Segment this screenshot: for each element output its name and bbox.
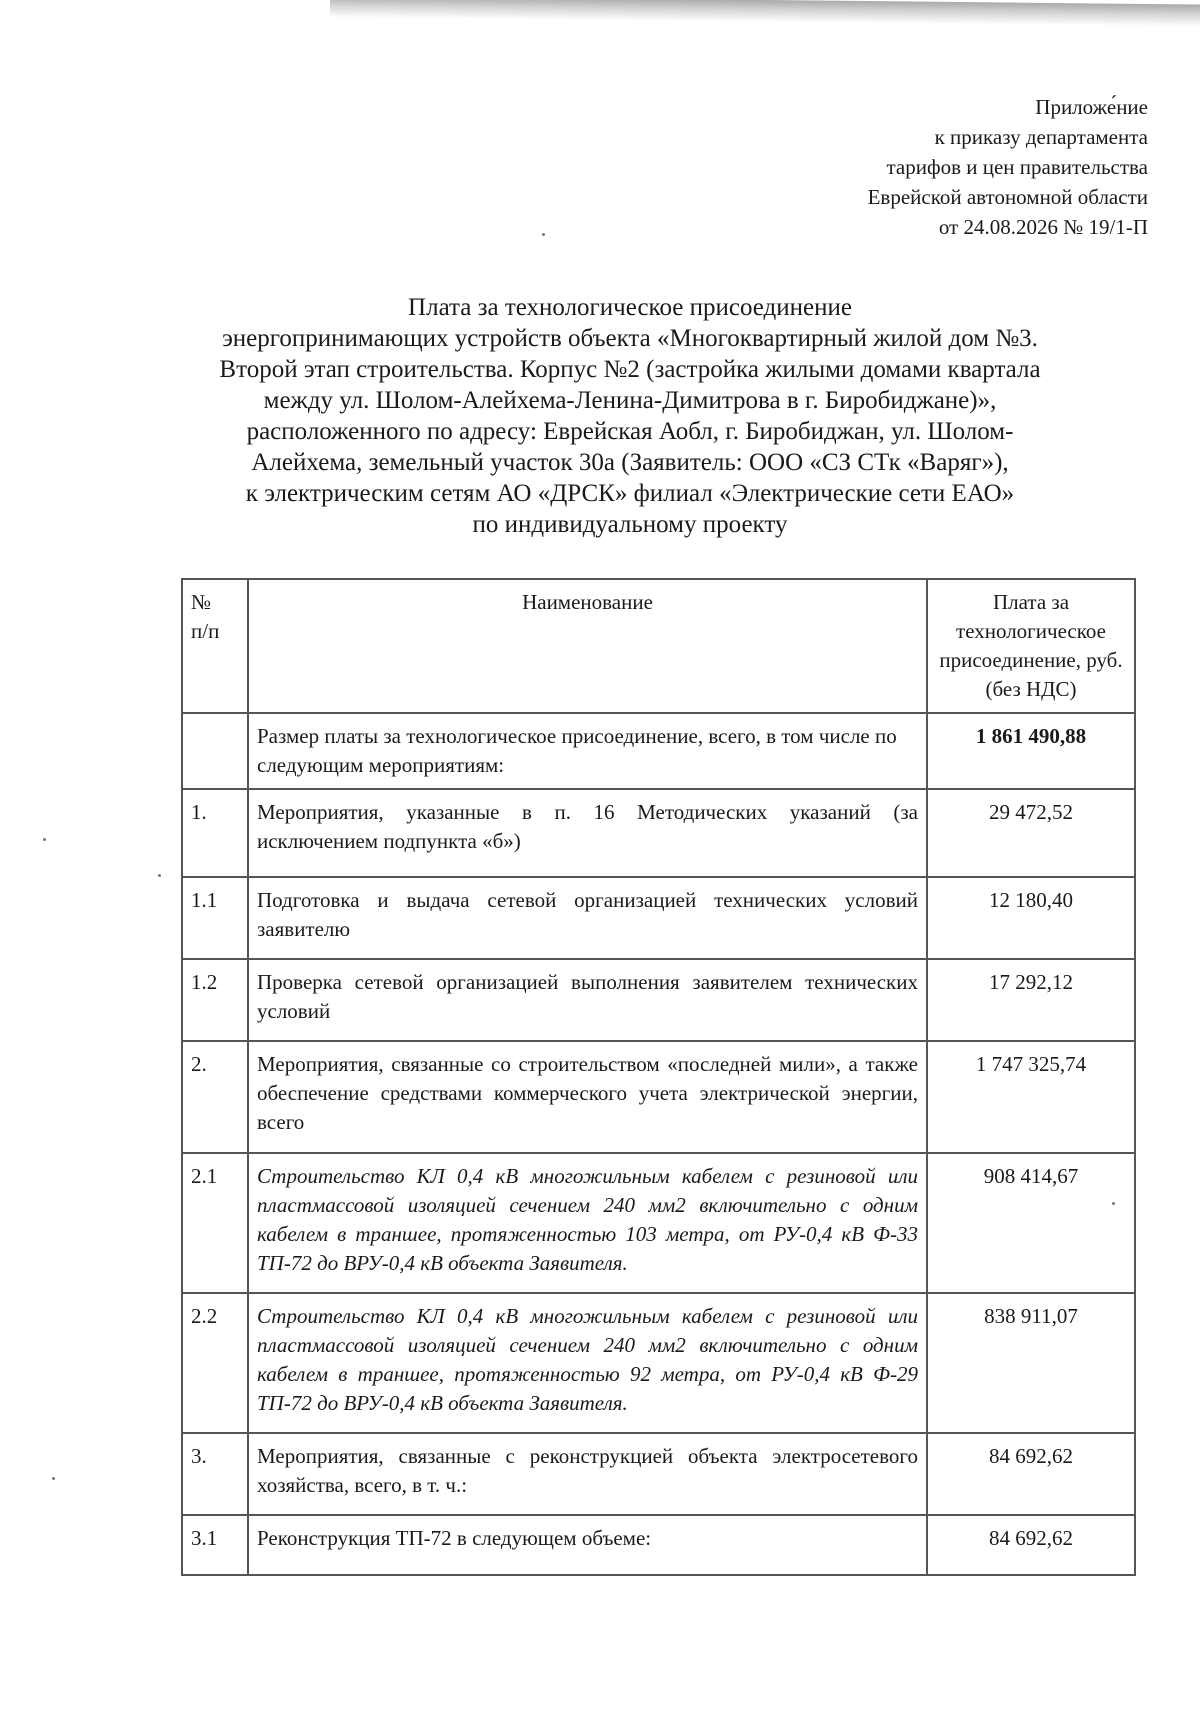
scan-speck	[1112, 1202, 1115, 1205]
row-name: Проверка сетевой организацией выполнения заявителем технических условий	[248, 959, 927, 1041]
title-line: Плата за технологическое присоединение	[408, 294, 852, 321]
row-name: Подготовка и выдача сетевой организацией технических условий заявителю	[248, 877, 927, 959]
scan-edge-shadow	[330, 0, 1200, 27]
row-num: 2.2	[182, 1293, 248, 1433]
row-name: Строительство КЛ 0,4 кВ многожильным кабелем с резиновой или пластмассовой изоляцией сечением 240 мм2 включительно с одним кабелем в траншее, протяженностью 103 метра, от РУ-0,4 кВ Ф-33 ТП-72 до ВРУ-0,4 кВ объекта Заявителя.	[248, 1153, 927, 1293]
row-num: 2.	[182, 1041, 248, 1153]
appendix-line: Еврейской автономной области	[867, 185, 1148, 209]
row-num: 1.1	[182, 877, 248, 959]
appendix-line: от 24.08.2026 № 19/1-П	[938, 215, 1148, 239]
row-amount: 17 292,12	[927, 959, 1135, 1041]
row-amount: 1 861 490,88	[927, 713, 1135, 789]
header-amount: Плата за технологическое присоединение, руб. (без НДС)	[927, 579, 1135, 713]
appendix-line: Приложе́ние	[1035, 95, 1148, 119]
title-line: Второй этап строительства. Корпус №2 (застройка жилыми домами квартала	[219, 356, 1041, 383]
scan-speck	[43, 838, 46, 841]
title-line: по индивидуальному проекту	[472, 511, 788, 538]
title-line: Алейхема, земельный участок 30а (Заявитель: ООО «СЗ СТк «Варяг»),	[251, 449, 1009, 476]
title-line: энергопринимающих устройств объекта «Многоквартирный жилой дом №3.	[222, 325, 1038, 352]
row-amount: 908 414,67	[927, 1153, 1135, 1293]
document-title	[150, 292, 1110, 540]
row-name: Мероприятия, связанные со строительством «последней мили», а также обеспечение средствами коммерческого учета электрической энергии, всего	[248, 1041, 927, 1153]
table-row	[182, 1153, 1135, 1293]
row-num: 2.1	[182, 1153, 248, 1293]
row-name: Размер платы за технологическое присоединение, всего, в том числе по следующим мероприятиям:	[248, 713, 927, 789]
scan-speck	[158, 874, 161, 877]
table-row	[182, 713, 1135, 789]
row-name: Мероприятия, указанные в п. 16 Методических указаний (за исключением подпункта «б»)	[248, 789, 927, 877]
row-name: Мероприятия, связанные с реконструкцией объекта электросетевого хозяйства, всего, в т. ч.:	[248, 1433, 927, 1515]
appendix-line: к приказу департамента	[934, 125, 1148, 149]
table-row	[182, 789, 1135, 877]
row-name: Строительство КЛ 0,4 кВ многожильным кабелем с резиновой или пластмассовой изоляцией сечением 240 мм2 включительно с одним кабелем в траншее, протяженностью 92 метра, от РУ-0,4 кВ Ф-29 ТП-72 до ВРУ-0,4 кВ объекта Заявителя.	[248, 1293, 927, 1433]
appendix-header	[868, 92, 1148, 242]
row-amount: 838 911,07	[927, 1293, 1135, 1433]
table-header-row	[182, 579, 1135, 713]
table-row	[182, 1293, 1135, 1433]
title-line: к электрическим сетям АО «ДРСК» филиал «Электрические сети ЕАО»	[245, 480, 1015, 507]
row-num: 3.1	[182, 1515, 248, 1575]
row-name: Реконструкция ТП-72 в следующем объеме:	[248, 1515, 927, 1575]
header-name: Наименование	[248, 579, 927, 713]
table-row	[182, 877, 1135, 959]
appendix-line: тарифов и цен правительства	[886, 155, 1148, 179]
row-num: 1.2	[182, 959, 248, 1041]
table-row	[182, 959, 1135, 1041]
row-amount: 29 472,52	[927, 789, 1135, 877]
scan-speck	[52, 1477, 55, 1480]
title-line: расположенного по адресу: Еврейская Аобл, г. Биробиджан, ул. Шолом-	[246, 418, 1014, 445]
table-row	[182, 1041, 1135, 1153]
table-row	[182, 1433, 1135, 1515]
row-amount: 1 747 325,74	[927, 1041, 1135, 1153]
scan-speck	[542, 233, 545, 236]
row-amount: 84 692,62	[927, 1515, 1135, 1575]
header-num: № п/п	[182, 579, 248, 713]
row-amount: 84 692,62	[927, 1433, 1135, 1515]
row-num: 3.	[182, 1433, 248, 1515]
row-num: 1.	[182, 789, 248, 877]
row-amount: 12 180,40	[927, 877, 1135, 959]
row-num	[182, 713, 248, 789]
table-row	[182, 1515, 1135, 1575]
fees-table	[181, 578, 1136, 1576]
title-line: между ул. Шолом-Алейхема-Ленина-Димитрова в г. Биробиджане)»,	[263, 387, 997, 414]
